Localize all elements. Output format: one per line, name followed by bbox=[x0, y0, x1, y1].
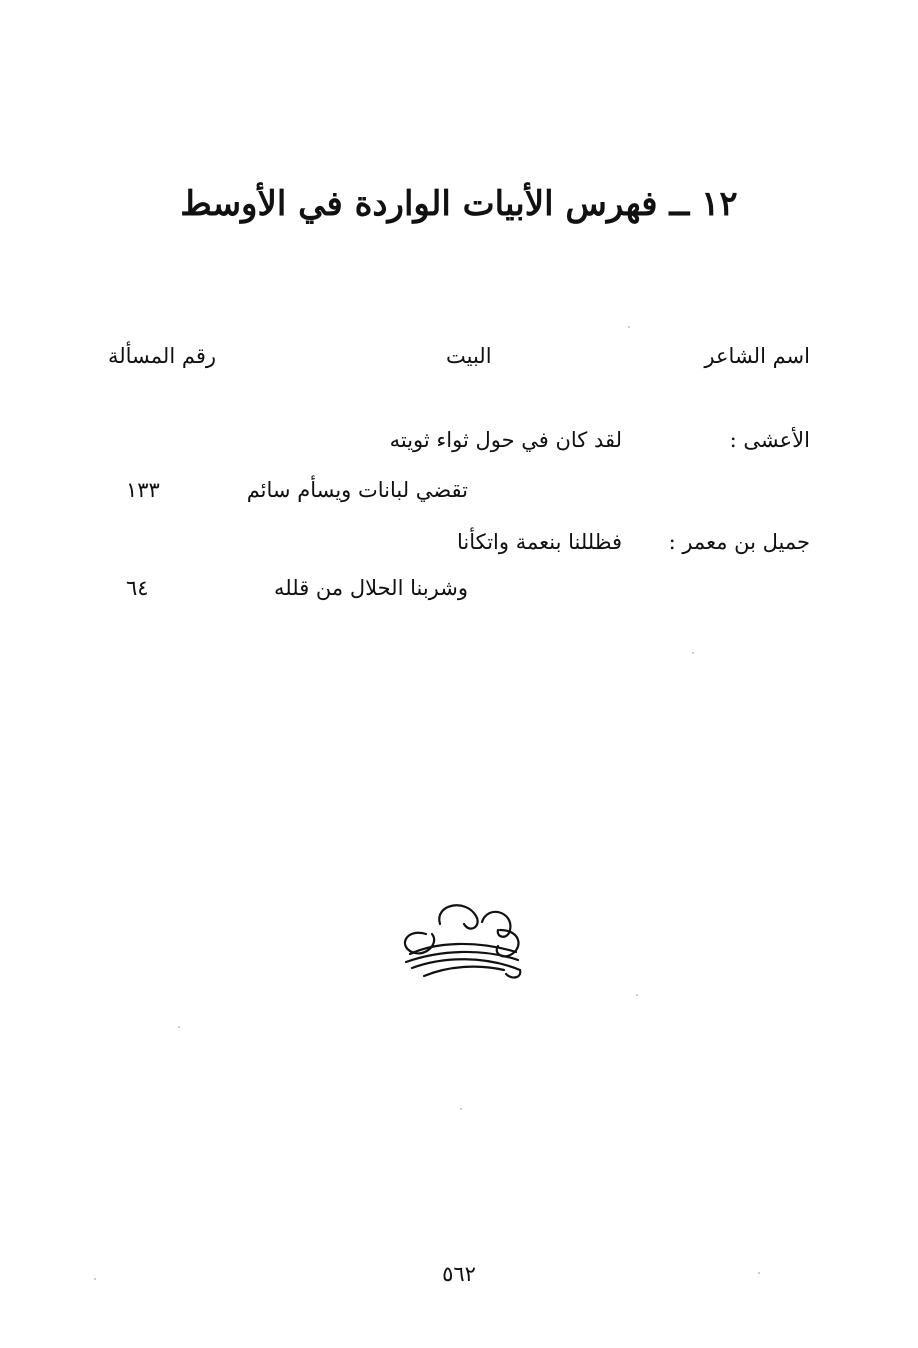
entry-poet: الأعشى : bbox=[729, 428, 810, 452]
entry-verse-second-hemistich: وشربنا الحلال من قلله bbox=[274, 576, 468, 600]
scan-speck bbox=[758, 1272, 760, 1274]
page-number: ٥٦٢ bbox=[442, 1262, 476, 1286]
decorative-flourish-icon bbox=[396, 894, 526, 982]
column-header-issue: رقم المسألة bbox=[108, 344, 216, 368]
entry-verse-second-hemistich: تقضي لبانات ويسأم سائم bbox=[246, 478, 468, 502]
scan-speck bbox=[628, 326, 630, 328]
entry-issue-number: ١٣٣ bbox=[126, 478, 160, 502]
entry-issue-number: ٦٤ bbox=[126, 576, 149, 600]
scan-speck bbox=[460, 1108, 462, 1110]
scan-speck bbox=[178, 1026, 180, 1028]
page-title: ١٢ ــ فهرس الأبيات الواردة في الأوسط bbox=[180, 184, 738, 224]
entry-poet: جميل بن معمر : bbox=[668, 530, 810, 554]
entry-verse-first-hemistich: فظللنا بنعمة واتكأنا bbox=[456, 530, 622, 554]
scan-speck bbox=[692, 652, 694, 654]
column-header-verse: البيت bbox=[446, 344, 492, 368]
entry-verse-first-hemistich: لقد كان في حول ثواء ثويته bbox=[389, 428, 622, 452]
column-header-poet: اسم الشاعر bbox=[704, 344, 810, 368]
scan-speck bbox=[636, 994, 638, 996]
scan-speck bbox=[94, 1278, 96, 1280]
